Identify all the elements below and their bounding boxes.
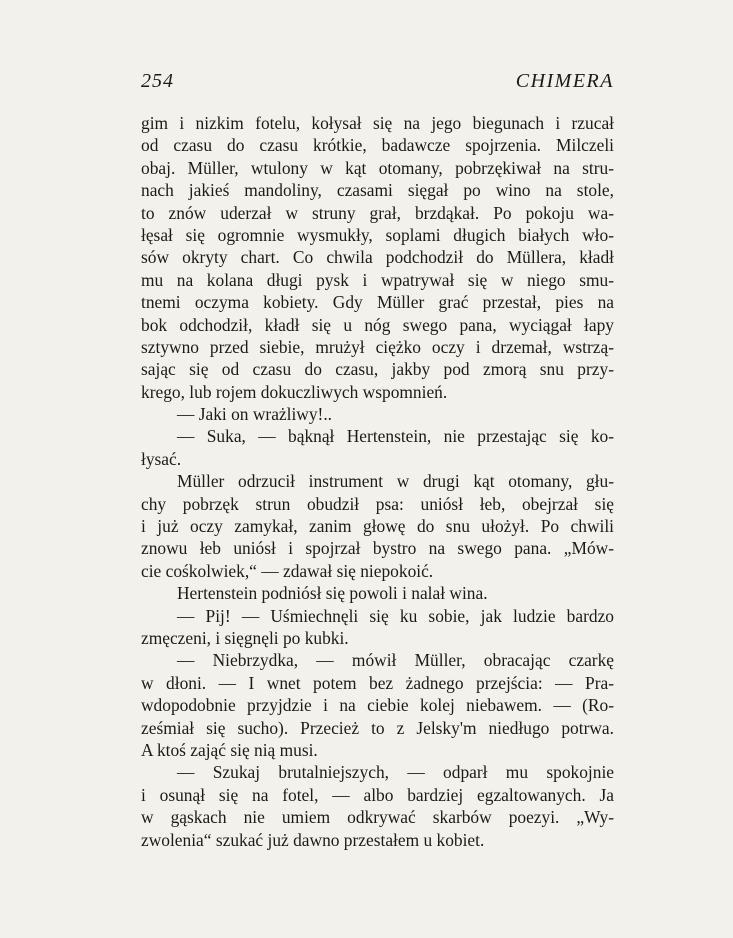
text-line: zwolenia“ szukać już dawno przestałem u kobiet.	[141, 829, 485, 850]
text-line: wdopodobnie przyjdzie i na ciebie kolej niebawem. — (Ro-	[141, 695, 614, 716]
text-line: Müller odrzucił instrument w drugi kąt otomany, głu-	[177, 471, 614, 492]
text-line: nach jakieś mandoliny, czasami sięgał po wino na stole,	[141, 180, 614, 201]
paragraph	[141, 761, 614, 851]
text-line: znowu łeb uniósł i spojrzał bystro na swego pana. „Mów-	[141, 538, 614, 559]
text-line: tnemi oczyma kobiety. Gdy Müller grać przestał, pies na	[141, 292, 614, 313]
paragraph	[141, 470, 614, 582]
text-line: i osunął się na fotel, — albo bardziej egzaltowanych. Ja	[141, 784, 614, 805]
text-line: to znów uderzał w struny grał, brzdąkał. Po pokoju wa-	[141, 202, 614, 223]
text-line: chy pobrzęk strun obudził psa: uniósł łeb, obejrzał się	[141, 493, 614, 514]
text-line: gim i nizkim fotelu, kołysał się na jego biegunach i rzucał	[141, 113, 614, 133]
text-line: w gąskach nie umiem odkrywać skarbów poezyi. „Wy-	[141, 807, 614, 828]
text-line: — Suka, — bąknął Hertenstein, nie przestając się ko-	[177, 426, 614, 447]
text-line: i już oczy zamykał, zanim głowę do snu ułożył. Po chwili	[141, 516, 614, 537]
text-line: od czasu do czasu krótkie, badawcze spojrzenia. Milczeli	[141, 135, 614, 156]
paragraph	[141, 425, 614, 470]
text-line: zmęczeni, i sięgnęli po kubki.	[141, 627, 349, 648]
page-number: 254	[141, 70, 174, 92]
text-line: — Jaki on wrażliwy!..	[177, 404, 333, 425]
running-title: CHIMERA	[515, 70, 614, 92]
running-head	[141, 70, 614, 96]
text-line: obaj. Müller, wtulony w kąt otomany, pobrzękiwał na stru-	[141, 157, 614, 178]
text-line: w dłoni. — I wnet potem bez żadnego przejścia: — Pra-	[141, 672, 614, 693]
text-line: — Niebrzydka, — mówił Müller, obracając czarkę	[177, 650, 614, 671]
text-line: — Pij! — Uśmiechnęli się ku sobie, jak ludzie bardzo	[177, 605, 614, 626]
text-line: krego, lub rojem dokuczliwych wspomnień.	[141, 381, 448, 402]
text-line: cie cośkolwiek,“ — zdawał się niepokoić.	[141, 560, 434, 581]
text-line: ześmiał się sucho). Przecież to z Jelsky'm niedługo potrwa.	[141, 717, 614, 738]
text-line: — Szukaj brutalniejszych, — odparł mu spokojnie	[177, 762, 614, 783]
text-line: łysać.	[141, 448, 182, 469]
text-line: mu na kolana długi pysk i wpatrywał się w niego smu-	[141, 269, 614, 290]
text-line: sając się od czasu do czasu, jakby pod zmorą snu przy-	[141, 359, 614, 380]
text-line: bok odchodził, kładł się u nóg swego pana, wyciągał łapy	[141, 314, 614, 335]
text-line: sztywno przed siebie, mrużył ciężko oczy i drzemał, wstrzą-	[141, 336, 614, 357]
paragraph	[141, 605, 614, 650]
paragraph	[141, 112, 614, 403]
body-text	[141, 112, 614, 851]
text-line: łęsał się ogromnie wysmukły, soplami długich białych wło-	[141, 224, 614, 245]
text-line: A ktoś zająć się nią musi.	[141, 739, 318, 760]
paragraph	[141, 403, 614, 425]
paragraph	[141, 649, 614, 761]
text-line: sów okryty chart. Co chwila podchodził do Müllera, kładł	[141, 247, 614, 268]
paragraph	[141, 582, 614, 604]
text-line: Hertenstein podniósł się powoli i nalał wina.	[177, 583, 488, 604]
